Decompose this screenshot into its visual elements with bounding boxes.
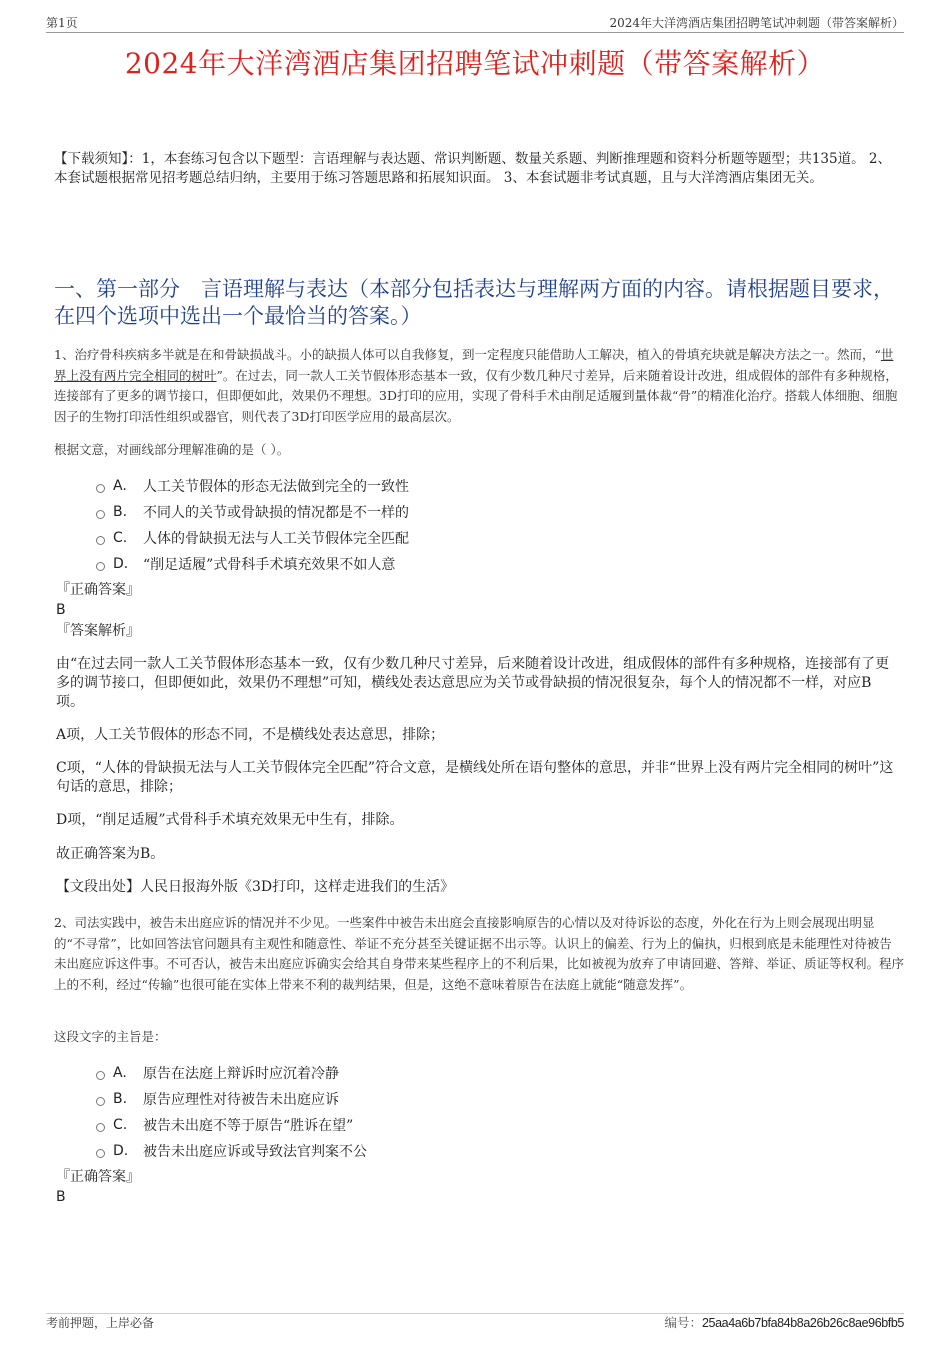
q1-option-c[interactable] — [96, 528, 409, 548]
q2-option-c[interactable] — [96, 1115, 353, 1135]
q1-option-a[interactable] — [96, 476, 409, 496]
analysis-paragraph: D项，“削足适履”式骨科手术填充效果无中生有，排除。 — [56, 812, 404, 828]
question-1-prompt: 根据文意，对画线部分理解准确的是（ ）。 — [54, 442, 290, 457]
q1-option-b[interactable] — [96, 502, 409, 522]
option-letter: D. — [113, 556, 129, 572]
option-text: 原告在法庭上辩诉时应沉着冷静 — [143, 1066, 339, 1082]
q1-option-d[interactable] — [96, 554, 395, 574]
answer-label: 『正确答案』 — [56, 1169, 140, 1185]
analysis-label: 『答案解析』 — [56, 623, 140, 639]
footer-slogan: 考前押题，上岸必备 — [46, 1316, 155, 1330]
analysis-paragraph: 由“在过去同一款人工关节假体形态基本一致，仅有少数几种尺寸差异，后来随着设计改进，组成假体的部件有多种规格，连接部有了更多的调节接口，但即便如此，效果仍不理想”可知，横线处表达意思应为关节或骨缺损的情况很复杂，每个人的情况都不一样，对应B项。 — [56, 656, 890, 710]
analysis-paragraph: A项，人工关节假体的形态不同，不是横线处表达意思，排除； — [56, 727, 445, 743]
q2-option-d[interactable] — [96, 1141, 367, 1161]
id-label: 编号： — [664, 1315, 702, 1330]
answer-label: 『正确答案』 — [56, 582, 140, 598]
answer-value: B — [56, 1189, 66, 1205]
option-text: 人工关节假体的形态无法做到完全的一致性 — [143, 479, 409, 495]
option-text: 被告未出庭应诉或导致法官判案不公 — [143, 1144, 367, 1160]
q2-option-a[interactable] — [96, 1063, 339, 1083]
radio-icon[interactable] — [96, 1123, 105, 1132]
section-heading: 一、第一部分 言语理解与表达（本部分包括表达与理解两方面的内容。请根据题目要求，在四个选项中选出一个最恰当的答案。） — [54, 277, 894, 328]
radio-icon[interactable] — [96, 1149, 105, 1158]
answer-value: B — [56, 602, 66, 618]
download-notice: 【下载须知】：1，本套练习包含以下题型：言语理解与表达题、常识判断题、数量关系题、判断推理题和资料分析题等题型；共135道。 2、本套试题根据常见招考题总结归纳，主要用于练习答题思路和拓展知识面。 3、本套试题非考试真题，且与大洋湾酒店集团无关。 — [54, 151, 891, 186]
option-letter: A. — [113, 1065, 127, 1081]
option-letter: D. — [113, 1143, 129, 1159]
analysis-paragraph: 故正确答案为B。 — [56, 846, 165, 862]
question-1-passage — [54, 345, 904, 427]
option-text: 人体的骨缺损无法与人工关节假体完全匹配 — [143, 531, 409, 547]
q2-option-b[interactable] — [96, 1089, 339, 1109]
option-text: 被告未出庭不等于原告“胜诉在望” — [143, 1118, 354, 1134]
radio-icon[interactable] — [96, 1071, 105, 1080]
source-citation: 【文段出处】人民日报海外版《3D打印，这样走进我们的生活》 — [56, 879, 455, 895]
option-letter: B. — [113, 1091, 128, 1107]
question-2-passage: 2、司法实践中，被告未出庭应诉的情况并不少见。一些案件中被告未出庭会直接影响原告的心情以及对待诉讼的态度，外化在行为上则会展现出明显的“不寻常”，比如回答法官问题具有主观性和随意性、举证不充分甚至关键证据不出示等。认识上的偏差、行为上的偏执，归根到底是未能理性对待被告未出庭应诉这件事。不可否认，被告未出庭应诉确实会给其自身带来某些程序上的不利后果，比如被视为放弃了申请回避、答辩、举证、质证等权利。程序上的不利，经过“传输”也很可能在实体上带来不利的裁判结果，但是，这绝不意味着原告在法庭上就能“随意发挥”。 — [54, 915, 905, 992]
header-divider — [46, 32, 904, 33]
option-letter: B. — [113, 504, 128, 520]
option-text: “削足适履”式骨科手术填充效果不如人意 — [143, 557, 396, 573]
radio-icon[interactable] — [96, 510, 105, 519]
passage-text: ”。在过去，同一款人工关节假体形态基本一致，仅有少数几种尺寸差异，后来随着设计改进，组成假体的部件有多种规格，连接部有了更多的调节接口，但即便如此，效果仍不理想。3D打印的应用，实现了骨科手术由削足适履到量体裁“骨”的精准化治疗。搭载人体细胞、细胞因子的生物打印活性组织或器官，则代表了3D打印医学应用的最高层次。 — [54, 367, 898, 424]
page-number: 第1页 — [46, 16, 78, 30]
option-letter: C. — [113, 530, 128, 546]
id-value: 25aa4a6b7bfa84b8a26b26c8ae96bfb5 — [701, 1316, 904, 1330]
option-text: 不同人的关节或骨缺损的情况都是不一样的 — [143, 505, 409, 521]
question-2-prompt: 这段文字的主旨是： — [54, 1029, 167, 1044]
analysis-paragraph: C项，“人体的骨缺损无法与人工关节假体完全匹配”符合文意，是横线处所在语句整体的意思，并非“世界上没有两片完全相同的树叶”这句话的意思，排除； — [56, 760, 894, 795]
radio-icon[interactable] — [96, 484, 105, 493]
footer-id — [664, 1313, 904, 1331]
option-text: 原告应理性对待被告未出庭应诉 — [143, 1092, 339, 1108]
page-title: 2024年大洋湾酒店集团招聘笔试冲刺题（带答案解析） — [124, 47, 826, 80]
radio-icon[interactable] — [96, 562, 105, 571]
radio-icon[interactable] — [96, 1097, 105, 1106]
radio-icon[interactable] — [96, 536, 105, 545]
underlined-text: 世界上没有两片完全相同的树叶 — [54, 347, 894, 383]
header-doc-title: 2024年大洋湾酒店集团招聘笔试冲刺题（带答案解析） — [609, 16, 904, 30]
option-letter: C. — [113, 1117, 128, 1133]
option-letter: A. — [113, 478, 127, 494]
passage-text: 1、治疗骨科疾病多半就是在和骨缺损战斗。小的缺损人体可以自我修复，到一定程度只能借助人工解决，植入的骨填充块就是解决方法之一。然而，“ — [54, 347, 881, 362]
